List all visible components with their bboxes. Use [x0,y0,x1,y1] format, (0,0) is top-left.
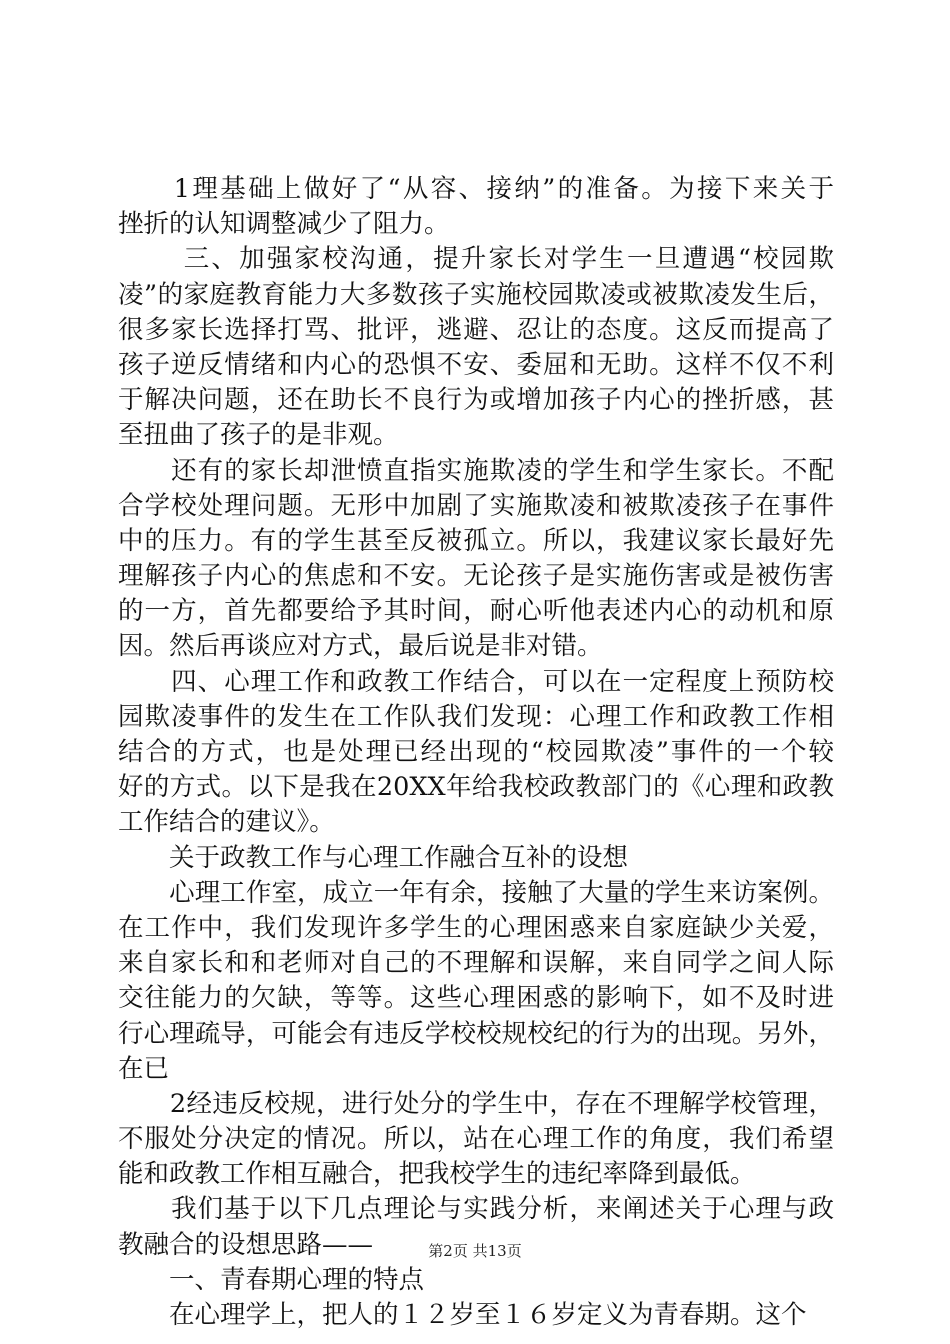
text-line: 一、青春期心理的特点 [118,1264,425,1295]
text-line: 很多家长选择打骂、批评，逃避、忍让的态度。这反而提高了 [118,314,834,345]
text-line: 凌”的家庭教育能力大多数孩子实施校园欺凌或被欺凌发生后， [118,279,834,310]
text-line: 挫折的认知调整减少了阻力。 [118,209,450,240]
text-line: 四、心理工作和政教工作结合，可以在一定程度上预防校 [118,666,834,697]
text-line: 园欺凌事件的发生在工作队我们发现：心理工作和政教工作相 [118,701,834,732]
text-line: 2经违反校规，进行处分的学生中，存在不理解学校管理， [118,1088,834,1119]
text-line: 中的压力。有的学生甚至反被孤立。所以，我建议家长最好先 [118,525,834,556]
text-line: 教融合的设想思路—— [118,1229,374,1260]
text-line: 不服处分决定的情况。所以，站在心理工作的角度，我们希望 [118,1124,834,1155]
text-line: 的一方，首先都要给予其时间，耐心听他表述内心的动机和原 [118,596,834,627]
document-body [118,172,834,1333]
text-line: 在已 [118,1053,170,1084]
text-line: 交往能力的欠缺，等等。这些心理困惑的影响下，如不及时进 [118,983,834,1014]
text-line: 结合的方式，也是处理已经出现的“校园欺凌”事件的一个较 [118,737,834,767]
text-line: 至扭曲了孩子的是非观。 [118,420,399,451]
text-line: 1理基础上做好了“从容、接纳”的准备。为接下来关于 [118,174,834,204]
text-line: 工作结合的建议》。 [118,807,335,838]
text-line: 于解决问题，还在助长不良行为或增加孩子内心的挫折感，甚 [118,385,834,416]
text-line: 能和政教工作相互融合，把我校学生的违纪率降到最低。 [118,1159,756,1190]
text-line: 心理工作室，成立一年有余，接触了大量的学生来访案例。 [118,877,834,908]
text-line: 关于政教工作与心理工作融合互补的设想 [118,842,629,873]
text-line: 孩子逆反情绪和内心的恐惧不安、委屈和无助。这样不仅不利 [118,349,834,380]
text-line: 三、加强家校沟通，提升家长对学生一旦遭遇“校园欺 [118,244,834,275]
text-line: 还有的家长却泄愤直指实施欺凌的学生和学生家长。不配 [118,455,834,486]
text-line: 在工作中，我们发现许多学生的心理困惑来自家庭缺少关爱， [118,912,834,943]
text-line: 因。然后再谈应对方式，最后说是非对错。 [118,631,603,662]
page-number-footer: 第2页 共13页 [428,1242,522,1260]
text-line: 合学校处理问题。无形中加剧了实施欺凌和被欺凌孩子在事件 [118,490,834,521]
text-line: 我们基于以下几点理论与实践分析，来阐述关于心理与政 [118,1194,834,1225]
text-line: 好的方式。以下是我在20XX年给我校政教部门的《心理和政教 [118,772,834,803]
text-line: 理解孩子内心的焦虑和不安。无论孩子是实施伤害或是被伤害 [118,561,834,592]
text-line: 在心理学上，把人的１２岁至１６岁定义为青春期。这个 [118,1300,807,1330]
text-line: 来自家长和和老师对自己的不理解和误解，来自同学之间人际 [118,948,834,979]
text-line: 行心理疏导，可能会有违反学校校规校纪的行为的出现。另外， [118,1018,834,1049]
